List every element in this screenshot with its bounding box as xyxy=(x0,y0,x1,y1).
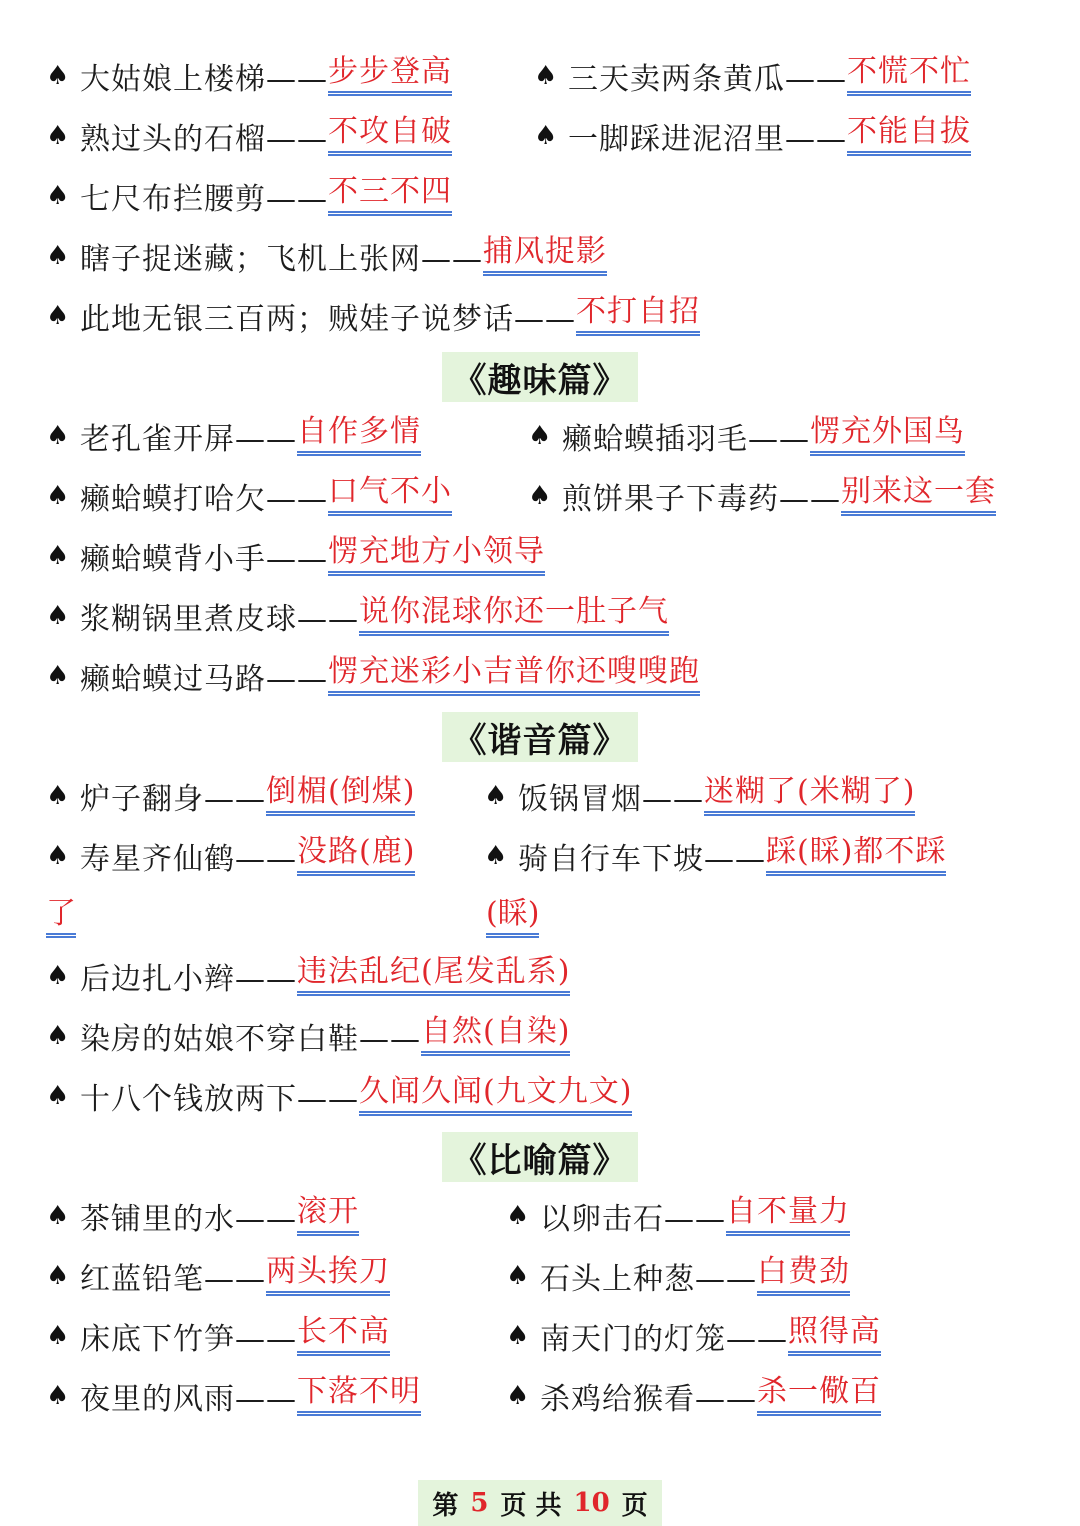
spade-icon: ♠ xyxy=(46,481,71,511)
entry-question: 老孔雀开屏—— xyxy=(80,422,297,457)
idiom-entry xyxy=(46,586,669,646)
idiom-entry xyxy=(506,1186,850,1246)
entry-answer: 照得高 xyxy=(788,1316,881,1356)
idiom-entry xyxy=(46,226,607,286)
entry-answer: 没路(鹿) xyxy=(297,836,415,876)
entry-question: 癞蛤蟆插羽毛—— xyxy=(562,422,810,457)
idiom-entry xyxy=(506,1306,881,1366)
section-title-homophone: 《谐音篇》 xyxy=(442,712,638,762)
spade-icon: ♠ xyxy=(506,1201,531,1231)
idiom-entry xyxy=(46,1306,390,1366)
entry-question: 癞蛤蟆打哈欠—— xyxy=(80,482,328,517)
idiom-entry xyxy=(506,1366,881,1426)
entry-question: 此地无银三百两；贼娃子说梦话—— xyxy=(80,302,576,337)
entry-answer: 不攻自破 xyxy=(328,116,452,156)
entry-answer: 自作多情 xyxy=(297,416,421,456)
entry-answer: 两头挨刀 xyxy=(266,1256,390,1296)
entry-question: 杀鸡给猴看—— xyxy=(540,1382,757,1417)
spade-icon: ♠ xyxy=(528,421,553,451)
spade-icon: ♠ xyxy=(46,1381,71,1411)
idiom-entry xyxy=(46,1186,359,1246)
idiom-entry xyxy=(484,766,915,826)
entry-answer-wrap: 了 xyxy=(46,898,76,938)
spade-icon: ♠ xyxy=(46,61,71,91)
entry-question: 一脚踩进泥沼里—— xyxy=(568,122,847,157)
spade-icon: ♠ xyxy=(506,1381,531,1411)
page-indicator-prefix: 第 xyxy=(432,1490,459,1521)
entry-question: 熟过头的石榴—— xyxy=(80,122,328,157)
entry-question: 瞎子捉迷藏；飞机上张网—— xyxy=(80,242,483,277)
idiom-entry xyxy=(46,946,570,1006)
spade-icon: ♠ xyxy=(506,1321,531,1351)
entry-answer: 步步登高 xyxy=(328,56,452,96)
entry-answer: 下落不明 xyxy=(297,1376,421,1416)
entry-question: 寿星齐仙鹤—— xyxy=(80,842,297,877)
entry-question: 床底下竹笋—— xyxy=(80,1322,297,1357)
entry-answer: 迷糊了(米糊了) xyxy=(704,776,915,816)
entry-question: 染房的姑娘不穿白鞋—— xyxy=(80,1022,421,1057)
section-title-metaphor: 《比喻篇》 xyxy=(442,1132,638,1182)
entry-question: 后边扎小辫—— xyxy=(80,962,297,997)
entry-answer-wrap: (睬) xyxy=(486,898,539,938)
spade-icon: ♠ xyxy=(46,421,71,451)
idiom-entry xyxy=(46,406,421,466)
entry-answer: 愣充迷彩小吉普你还嗖嗖跑 xyxy=(328,656,700,696)
idiom-entry xyxy=(528,406,965,466)
current-page-number: 5 xyxy=(470,1488,489,1518)
entry-question: 骑自行车下坡—— xyxy=(518,842,766,877)
idiom-entry xyxy=(46,466,452,526)
idiom-entry xyxy=(46,46,452,106)
idiom-entry xyxy=(46,646,700,706)
spade-icon: ♠ xyxy=(46,601,71,631)
entry-answer: 自不量力 xyxy=(726,1196,850,1236)
entry-answer: 倒楣(倒煤) xyxy=(266,776,415,816)
spade-icon: ♠ xyxy=(46,1321,71,1351)
entry-question: 茶铺里的水—— xyxy=(80,1202,297,1237)
entry-answer: 捕风捉影 xyxy=(483,236,607,276)
entry-question: 大姑娘上楼梯—— xyxy=(80,62,328,97)
section-title-fun: 《趣味篇》 xyxy=(442,352,638,402)
idiom-entry xyxy=(46,1246,390,1306)
entry-question: 癞蛤蟆过马路—— xyxy=(80,662,328,697)
spade-icon: ♠ xyxy=(46,661,71,691)
idiom-entry xyxy=(46,526,545,586)
idiom-entry xyxy=(46,106,452,166)
idiom-entry xyxy=(528,466,996,526)
spade-icon: ♠ xyxy=(46,181,71,211)
entry-question: 石头上种葱—— xyxy=(540,1262,757,1297)
entry-question: 十八个钱放两下—— xyxy=(80,1082,359,1117)
idiom-entry xyxy=(534,106,971,166)
idiom-entry xyxy=(46,166,452,226)
entry-question: 炉子翻身—— xyxy=(80,782,266,817)
entry-answer: 不三不四 xyxy=(328,176,452,216)
page-indicator-middle: 页 共 xyxy=(500,1490,562,1521)
entry-question: 以卵击石—— xyxy=(540,1202,726,1237)
idiom-entry xyxy=(46,286,700,346)
entry-question: 癞蛤蟆背小手—— xyxy=(80,542,328,577)
spade-icon: ♠ xyxy=(46,1021,71,1051)
entry-answer: 口气不小 xyxy=(328,476,452,516)
spade-icon: ♠ xyxy=(46,121,71,151)
entry-answer: 久闻久闻(九文九文) xyxy=(359,1076,632,1116)
spade-icon: ♠ xyxy=(528,481,553,511)
spade-icon: ♠ xyxy=(46,781,71,811)
entry-question: 煎饼果子下毒药—— xyxy=(562,482,841,517)
entry-question: 七尺布拦腰剪—— xyxy=(80,182,328,217)
entry-answer: 违法乱纪(尾发乱系) xyxy=(297,956,570,996)
idiom-entry xyxy=(46,1066,632,1126)
idiom-entry xyxy=(506,1246,850,1306)
idiom-entry xyxy=(46,1366,421,1426)
spade-icon: ♠ xyxy=(484,781,509,811)
entry-answer: 白费劲 xyxy=(757,1256,850,1296)
entry-answer: 别来这一套 xyxy=(841,476,996,516)
spade-icon: ♠ xyxy=(534,61,559,91)
idiom-entry xyxy=(46,826,415,886)
entry-answer: 说你混球你还一肚子气 xyxy=(359,596,669,636)
spade-icon: ♠ xyxy=(46,241,71,271)
entry-answer: 长不高 xyxy=(297,1316,390,1356)
spade-icon: ♠ xyxy=(534,121,559,151)
entry-answer: 滚开 xyxy=(297,1196,359,1236)
entry-answer: 不打自招 xyxy=(576,296,700,336)
entry-answer: 踩(睬)都不踩 xyxy=(766,836,946,876)
spade-icon: ♠ xyxy=(46,1201,71,1231)
page-indicator-suffix: 页 xyxy=(621,1490,648,1521)
entry-question: 南天门的灯笼—— xyxy=(540,1322,788,1357)
entry-question: 红蓝铅笔—— xyxy=(80,1262,266,1297)
entry-answer: 自然(自染) xyxy=(421,1016,570,1056)
spade-icon: ♠ xyxy=(46,301,71,331)
entry-answer: 不能自拔 xyxy=(847,116,971,156)
entry-answer: 愣充外国鸟 xyxy=(810,416,965,456)
spade-icon: ♠ xyxy=(46,541,71,571)
entry-answer: 愣充地方小领导 xyxy=(328,536,545,576)
idiom-entry xyxy=(534,46,971,106)
entry-question: 饭锅冒烟—— xyxy=(518,782,704,817)
idiom-entry xyxy=(484,826,946,886)
entry-question: 浆糊锅里煮皮球—— xyxy=(80,602,359,637)
idiom-entry xyxy=(46,1006,570,1066)
spade-icon: ♠ xyxy=(46,961,71,991)
spade-icon: ♠ xyxy=(46,1261,71,1291)
page-indicator xyxy=(418,1480,662,1526)
entry-answer: 杀一儆百 xyxy=(757,1376,881,1416)
spade-icon: ♠ xyxy=(506,1261,531,1291)
spade-icon: ♠ xyxy=(484,841,509,871)
entry-question: 三天卖两条黄瓜—— xyxy=(568,62,847,97)
spade-icon: ♠ xyxy=(46,841,71,871)
entry-answer: 不慌不忙 xyxy=(847,56,971,96)
idiom-entry xyxy=(46,766,415,826)
total-page-number: 10 xyxy=(573,1488,610,1518)
entry-question: 夜里的风雨—— xyxy=(80,1382,297,1417)
spade-icon: ♠ xyxy=(46,1081,71,1111)
